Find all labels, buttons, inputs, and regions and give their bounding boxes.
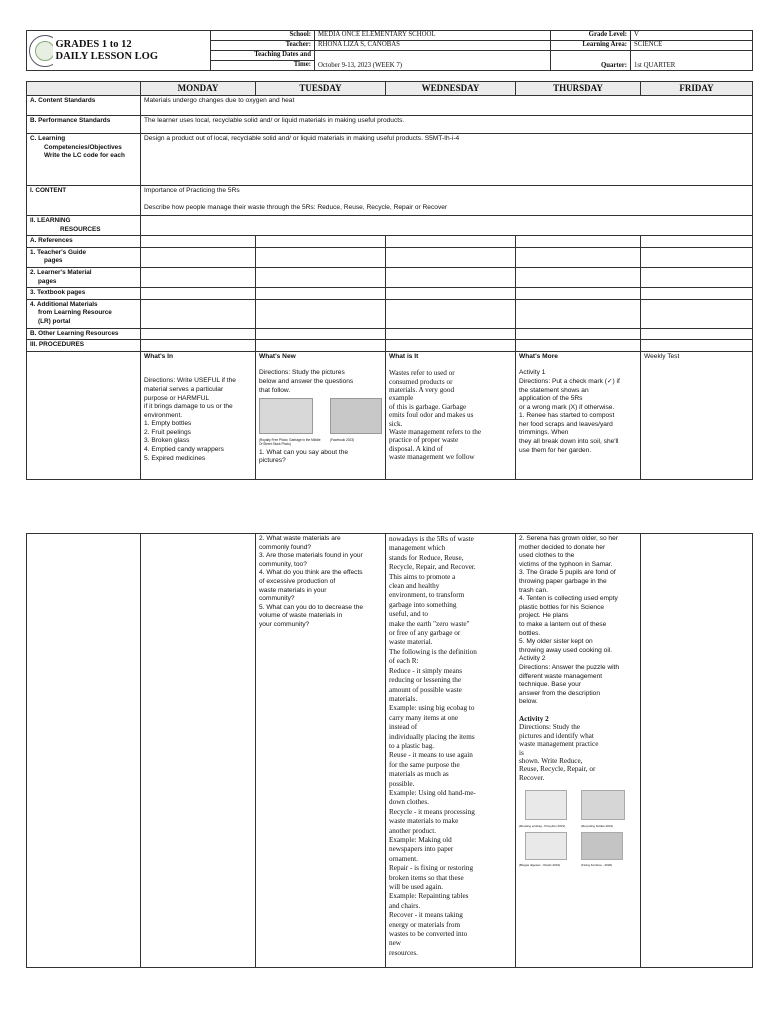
day-thursday: THURSDAY	[516, 82, 641, 96]
activity-picture-2: (Recycling bottles 2021)	[581, 790, 637, 828]
header-table	[26, 30, 753, 71]
content-standards-value: Materials undergo changes due to oxygen and heat	[141, 96, 753, 116]
lesson-table-page1	[26, 81, 753, 480]
area-label: Learning Area:	[551, 41, 631, 51]
content-label: I. CONTENT	[27, 186, 141, 216]
seal-icon	[29, 35, 53, 67]
activity-picture-1: (Reusing ecobag - Pinoybox 2021)	[519, 790, 575, 828]
school-label: School:	[211, 31, 315, 41]
grade-label: Grade Level:	[551, 31, 631, 41]
learning-resources-label: II. LEARNING RESOURCES	[27, 216, 141, 236]
grade-value: V	[631, 31, 753, 41]
wednesday-cell: What is It Wastes refer to used or consumed products or materials. A very good example of this is garbage. Garbage emits foul odor and makes us sick. Waste management refers to the practice of proper waste disposal. A kind of waste management we follow	[386, 351, 516, 479]
school-value: MEDIA ONCE ELEMENTARY SCHOOL	[315, 31, 551, 41]
deped-seal	[27, 31, 53, 71]
textbook-pages-label: 3. Textbook pages	[27, 288, 141, 300]
wednesday-cell-cont: nowadays is the 5Rs of waste management which stands for Reduce, Reuse, Recycle, Repair, and Recover. This aims to promote a clean and healthy environment, to transform garbage into something useful, and to make the earth "zero waste" or free of any garbage or waste material. The following is the definition of each R: Reduce - it simply means reducing or lessening the amount of possible waste materials. Example: using big ecobag to carry many items at one instead of individually placing the items to a plastic bag. Reuse - it means to use again for the same purpose the materials as much as possible. Example: Using old hand-me- down clothes. Recycle - it means processing waste materials to make another product. Example: Making old newspapers into paper ornament. Repair - is fixing or restoring broken items so that these will be used again. Example: Repainting tables and chairs. Recover - it means taking energy or materials from wastes to be converted into new resources.	[386, 534, 516, 968]
dates-label-1: Teaching Dates and	[211, 51, 315, 61]
references-label: A. References	[27, 236, 141, 248]
quarter-label: Quarter:	[551, 51, 631, 71]
activity-picture-4: (Fixing furniture - 2020)	[581, 832, 637, 868]
competencies-label: C. Learning Competencies/Objectives Write the LC code for each	[27, 134, 141, 186]
thursday-cell: What's More Activity 1 Directions: Put a check mark (✓) if the statement shows an application of the 5Rs or a wrong mark (X) if otherwise. 1. Renee has started to compost her food scraps and leaves/yard trimmings. When they all break down into soil, she'll use them for her garden.	[516, 351, 641, 479]
additional-materials-label: 4. Additional Materials from Learning Resource (LR) portal	[27, 299, 141, 328]
tuesday-pictures	[259, 398, 382, 446]
content-standards-label: A. Content Standards	[27, 96, 141, 116]
performance-standards-label: B. Performance Standards	[27, 116, 141, 134]
area-value: SCIENCE	[631, 41, 753, 51]
day-tuesday: TUESDAY	[256, 82, 386, 96]
page-one	[26, 30, 752, 480]
teachers-guide-label: 1. Teacher's Guide pages	[27, 247, 141, 267]
tuesday-cell: What's New Directions: Study the pictures below and answer the questions that follow. (Royalty Free Photo: Garbage in the Middle Of Street Stock Photo) (Facebook 2023) 1. What can you say about the pictures?	[256, 351, 386, 479]
day-monday: MONDAY	[141, 82, 256, 96]
page-two	[26, 533, 752, 968]
competencies-value: Design a product out of local, recyclable solid and/ or liquid materials in making useful products. S5MT-Ih-i-4	[141, 134, 753, 186]
tuesday-cell-cont: 2. What waste materials are commonly found? 3. Are those materials found in your community, too? 4. What do you think are the effects of excessive production of waste materials in your community? 5. What can you do to decrease the volume of waste materials in your community?	[256, 534, 386, 968]
content-value: Importance of Practicing the 5Rs Describe how people manage their waste through the 5Rs: Reduce, Reuse, Recycle, Repair or Recover	[141, 186, 753, 216]
thursday-cell-cont: 2. Serena has grown older, so her mother decided to donate her used clothes to the victims of the typhoon in Samar. 3. The Grade 5 pupils are fond of throwing paper garbage in the trash can. 4. Tenten is collecting used empty plastic bottles for his Science project. He plans to make a lantern out of these bottles. 5. My older sister kept on throwing away used cooking oil. Activity 2 Directions: Answer the puzzle with different waste management technique. Base your answer from the description below. Activity 2 Directions: Study the pictures and identify what waste management practice is shown. Write Reduce, Reuse, Recycle, Repair, or Recover. (Reusing ecobag - Pinoybox 2021) (Recycling bottles 2021) (Biogas digester - Rustic 2019) (Fixing furniture - 2020)	[516, 534, 641, 968]
teacher-label: Teacher:	[211, 41, 315, 51]
teacher-value: RHONA LIZA S, CANOBAS	[315, 41, 551, 51]
garbage-pile-photo: (Facebook 2023)	[330, 398, 382, 446]
title-line-1: GRADES 1 to 12	[55, 38, 132, 50]
activity-picture-3: (Biogas digester - Rustic 2019)	[519, 832, 575, 868]
procedures-label: III. PROCEDURES	[27, 340, 141, 352]
quarter-value: 1st QUARTER	[631, 51, 753, 71]
monday-cell: What's In Directions: Write USEFUL if the material serves a particular purpose or HARMFUL if it brings damage to us or the environment. 1. Empty bottles 2. Fruit peelings 3. Broken glass 4. Emptied candy wrappers 5. Expired medicines	[141, 351, 256, 479]
garbage-street-photo: (Royalty Free Photo: Garbage in the Middle Of Street Stock Photo)	[259, 398, 324, 446]
friday-cell: Weekly Test	[641, 351, 753, 479]
log-title	[53, 31, 211, 71]
lesson-table-page2	[26, 533, 753, 968]
corner-cell	[27, 82, 141, 96]
other-resources-label: B. Other Learning Resources	[27, 328, 141, 340]
dates-label-2: Time:	[211, 61, 315, 71]
activity2-serif: Activity 2 Directions: Study the pictures and identify what waste management practice is shown. Write Reduce, Reuse, Recycle, Repair, or Recover.	[519, 714, 599, 782]
activity2-pictures	[519, 790, 637, 867]
performance-standards-value: The learner uses local, recyclable solid and/ or liquid materials in making useful products.	[141, 116, 753, 134]
day-wednesday: WEDNESDAY	[386, 82, 516, 96]
title-line-2: DAILY LESSON LOG	[55, 50, 159, 62]
learners-material-label: 2. Learner's Material pages	[27, 267, 141, 287]
dates-value: October 9-13, 2023 (WEEK 7)	[315, 51, 551, 71]
day-friday: FRIDAY	[641, 82, 753, 96]
